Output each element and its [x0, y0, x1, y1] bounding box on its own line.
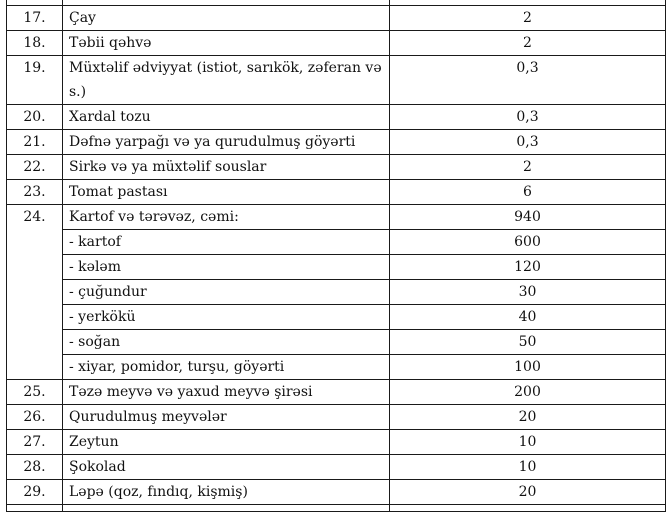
row-number-cell [7, 305, 63, 330]
row-number-cell [7, 255, 63, 280]
row-quantity-cell: 50 [390, 330, 666, 355]
table-row [7, 105, 666, 130]
row-quantity-cell: 0,3 [390, 105, 666, 130]
row-number-cell: 17. [7, 6, 63, 31]
table-row [7, 6, 666, 31]
row-number-cell: 25. [7, 380, 63, 405]
row-quantity-cell: 600 [390, 230, 666, 255]
table-row [7, 480, 666, 505]
table-subrow [7, 255, 666, 280]
row-name-cell: - kartof [63, 230, 390, 255]
row-number-cell [7, 330, 63, 355]
table-row [7, 155, 666, 180]
row-number-cell [7, 230, 63, 255]
row-number-cell: 18. [7, 31, 63, 56]
table-row [7, 455, 666, 480]
row-number-cell: 21. [7, 130, 63, 155]
table-row [7, 430, 666, 455]
row-quantity-cell: 10 [390, 455, 666, 480]
table-row [7, 31, 666, 56]
row-quantity-cell: 0,3 [390, 56, 666, 105]
row-number-cell: 20. [7, 105, 63, 130]
row-name-cell: Kartof və tərəvəz, cəmi: [63, 205, 390, 230]
row-name-cell: Ləpə (qoz, fındıq, kişmiş) [63, 480, 390, 505]
row-name-cell: - xiyar, pomidor, turşu, göyərti [63, 355, 390, 380]
row-name-cell: Çay [63, 6, 390, 31]
row-number-cell: 27. [7, 430, 63, 455]
table-row [7, 380, 666, 405]
row-number-cell: 24. [7, 205, 63, 230]
row-quantity-cell: 100 [390, 355, 666, 380]
row-name-cell: Müxtəlif ədviyyat (istiot, sarıkök, zəferan və s.) [63, 56, 390, 105]
row-name-cell: Sirkə və ya müxtəlif souslar [63, 155, 390, 180]
row-name-cell: Zeytun [63, 430, 390, 455]
table-row [7, 405, 666, 430]
row-number-cell: 22. [7, 155, 63, 180]
row-name-cell: Təzə meyvə və yaxud meyvə şirəsi [63, 380, 390, 405]
row-quantity-cell: 940 [390, 205, 666, 230]
row-name-cell: - soğan [63, 330, 390, 355]
table-row [7, 180, 666, 205]
row-quantity-cell: 0,3 [390, 130, 666, 155]
row-name-cell: - yerkökü [63, 305, 390, 330]
row-number-cell [7, 505, 63, 512]
table-subrow [7, 355, 666, 380]
row-quantity-cell: 20 [390, 480, 666, 505]
table-subrow [7, 330, 666, 355]
table-row [7, 56, 666, 105]
row-quantity-cell: 120 [390, 255, 666, 280]
row-number-cell: 19. [7, 56, 63, 105]
row-quantity-cell: 10 [390, 430, 666, 455]
row-name-cell: Dəfnə yarpağı və ya qurudulmuş göyərti [63, 130, 390, 155]
row-name-cell: Tomat pastası [63, 180, 390, 205]
row-number-cell: 29. [7, 480, 63, 505]
row-quantity-cell: 30 [390, 280, 666, 305]
row-number-cell [7, 280, 63, 305]
row-quantity-cell: 2 [390, 31, 666, 56]
row-name-cell: Xardal tozu [63, 105, 390, 130]
row-number-cell: 23. [7, 180, 63, 205]
row-quantity-cell: 6 [390, 180, 666, 205]
row-quantity-cell: 20 [390, 405, 666, 430]
row-quantity-cell [390, 505, 666, 512]
row-quantity-cell: 2 [390, 155, 666, 180]
table-subrow [7, 305, 666, 330]
row-quantity-cell: 2 [390, 6, 666, 31]
table-row [7, 205, 666, 230]
table-subrow [7, 230, 666, 255]
row-quantity-cell: 200 [390, 380, 666, 405]
row-name-cell [63, 505, 390, 512]
document-page [6, 0, 665, 512]
row-name-cell: Şokolad [63, 455, 390, 480]
row-number-cell: 28. [7, 455, 63, 480]
row-name-cell: Təbii qəhvə [63, 31, 390, 56]
table-row [7, 130, 666, 155]
row-quantity-cell: 40 [390, 305, 666, 330]
row-name-cell: - kələm [63, 255, 390, 280]
row-number-cell [7, 355, 63, 380]
row-name-cell: - çuğundur [63, 280, 390, 305]
table-row-partial-bottom [7, 505, 666, 512]
row-number-cell: 26. [7, 405, 63, 430]
table-subrow [7, 280, 666, 305]
food-norms-table [6, 0, 666, 512]
row-name-cell: Qurudulmuş meyvələr [63, 405, 390, 430]
